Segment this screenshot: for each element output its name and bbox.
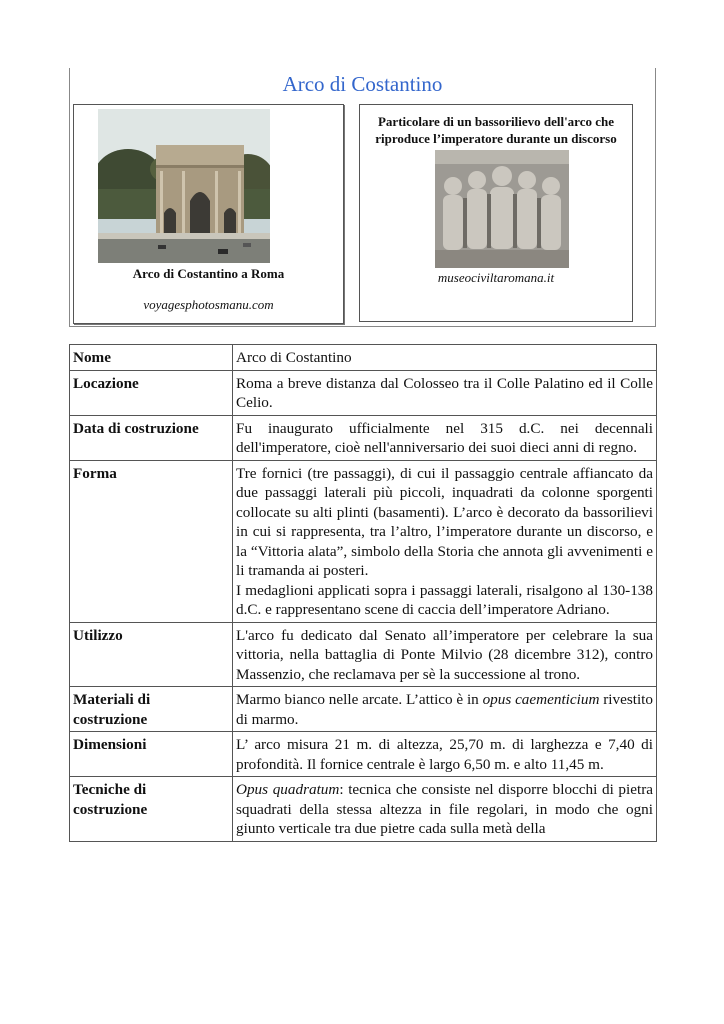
row-label: Dimensioni (70, 732, 233, 777)
row-label-line: Materiali di (73, 691, 151, 708)
row-value: Roma a breve distanza dal Colosseo tra il Colle Palatino ed il Colle Celio. (233, 370, 657, 415)
table-row (70, 777, 657, 842)
table-row (70, 732, 657, 777)
arch-photo-image (98, 109, 270, 263)
left-figure-source: voyagesphotosmanu.com (143, 297, 274, 312)
row-label: Utilizzo (70, 622, 233, 687)
row-label (70, 687, 233, 732)
figure-arch-photo (73, 104, 344, 324)
row-value (233, 777, 657, 842)
row-value-paragraph: Tre fornici (tre passaggi), di cui il passaggio centrale affiancato da due passaggi laterali più piccoli, inquadrati da colonne sporgenti collocate su alti plinti (basamenti). L’arco è decorato da bassorilievi in cui si rappresenta, tra l’altro, l’imperatore durante un discorso, e la “Vittoria alata”, simbolo della Storia che annota gli avvenimenti e li tramanda ai posteri. (236, 464, 653, 579)
table-row (70, 687, 657, 732)
table-row (70, 622, 657, 687)
left-figure-caption: Arco di Costantino a Roma (132, 266, 285, 281)
row-label-line: costruzione (73, 800, 148, 818)
arch-photo (98, 109, 270, 263)
page-title: Arco di Costantino (282, 72, 443, 96)
row-label-line: costruzione (73, 710, 148, 728)
row-value-paragraph: I medaglioni applicati sopra i passaggi laterali, risalgono al 130-138 d.C. e rappresentano scene di caccia dell’imperatore Adriano. (236, 581, 653, 618)
row-label: Forma (70, 460, 233, 622)
row-value: Arco di Costantino (233, 345, 657, 371)
row-value: L’ arco misura 21 m. di altezza, 25,70 m. di larghezza e 7,40 di profondità. Il fornice centrale è largo 6,50 m. e alto 11,45 m. (233, 732, 657, 777)
row-value-text: : tecnica che consiste nel disporre blocchi di pietra squadrati della stessa altezza in file regolari, in modo che ogni giunto verticale tra due pietre cada sulla metà della (236, 781, 653, 837)
right-figure-caption-line1: Particolare di un bassorilievo dell'arco che (377, 114, 615, 129)
row-label (70, 777, 233, 842)
relief-photo (435, 150, 569, 268)
row-value-italic: opus caementicium (482, 691, 600, 708)
table-row (70, 370, 657, 415)
relief-photo-image (435, 150, 569, 268)
row-label: Nome (70, 345, 233, 371)
right-figure-caption-line2: riproduce l’imperatore durante un discorso (375, 131, 617, 146)
table-row (70, 415, 657, 460)
right-figure-source: museociviltaromana.it (437, 270, 555, 285)
table-row (70, 345, 657, 371)
figure-relief (359, 104, 633, 322)
row-value (233, 687, 657, 732)
row-value (233, 460, 657, 622)
row-value-text: rivestito di marmo. (236, 691, 653, 728)
row-value-italic: Opus quadratum (236, 781, 340, 798)
row-value: Fu inaugurato ufficialmente nel 315 d.C. nei decennali dell'imperatore, cioè nell'anniversario dei suoi dieci anni di regno. (233, 415, 657, 460)
table-row (70, 460, 657, 622)
info-table (69, 344, 657, 842)
row-value-text: Marmo bianco nelle arcate. L’attico è in (236, 691, 483, 708)
row-label: Data di costruzione (70, 415, 233, 460)
row-label: Locazione (70, 370, 233, 415)
row-label-line: Tecniche di (73, 781, 147, 798)
row-value: L'arco fu dedicato dal Senato all’imperatore per celebrare la sua vittoria, nella battaglia di Ponte Milvio (28 dicembre 312), contro Massenzio, che reclamava per sè la successione al trono. (233, 622, 657, 687)
